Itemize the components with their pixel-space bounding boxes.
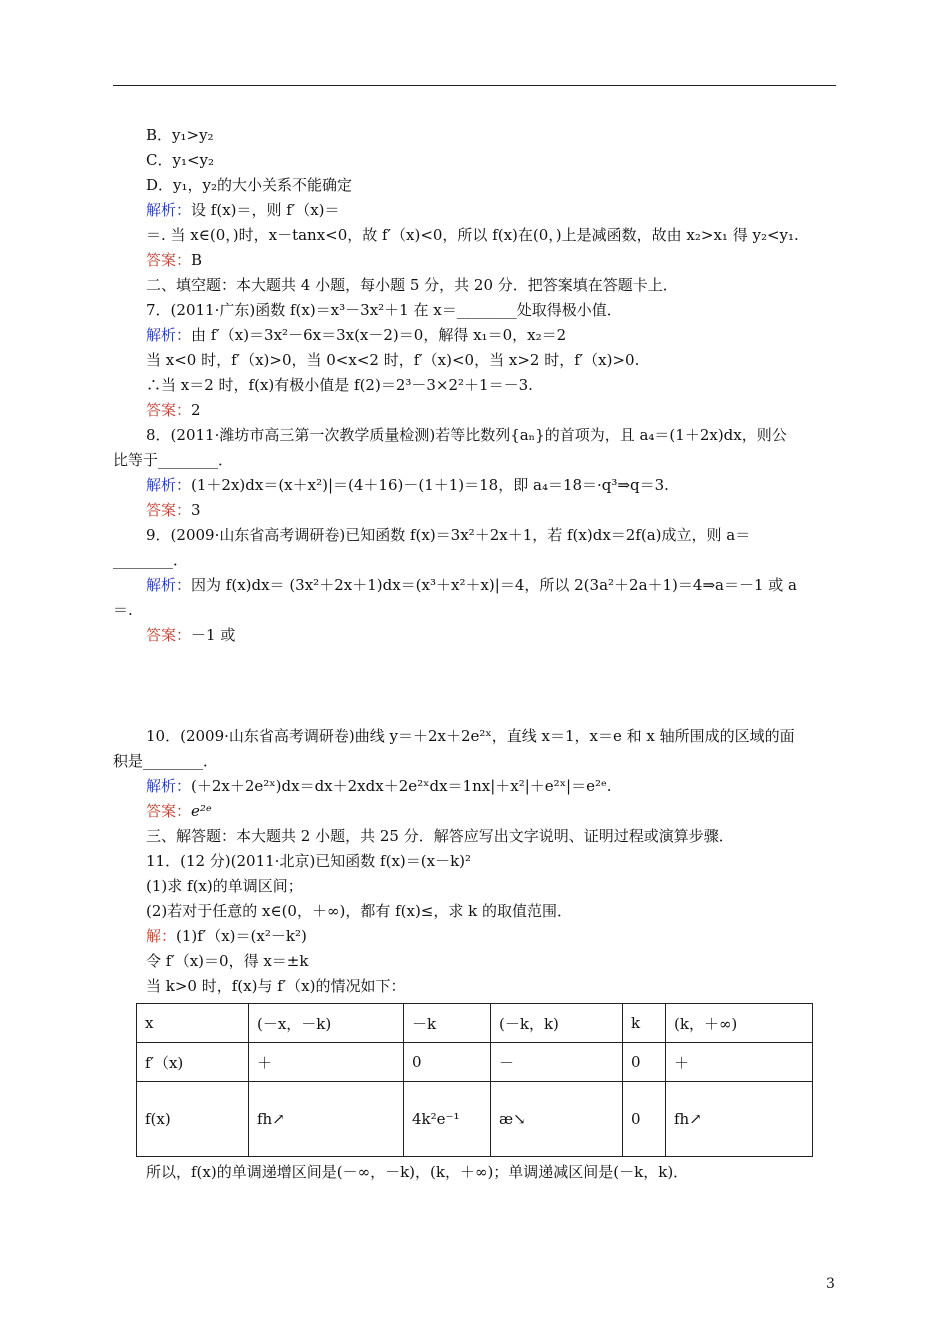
solution-text: (1＋2x)dx＝(x＋x²)|＝(4＋16)－(1＋1)＝18，即 a₄＝18＝·q³⇒q＝3. bbox=[191, 476, 669, 494]
answer-label: 答案： bbox=[146, 626, 192, 644]
option-c: C．y₁<y₂ bbox=[146, 151, 215, 169]
question-9: 9．(2009·山东省高考调研卷)已知函数 f(x)＝3x²＋2x＋1，若 f(x)dx＝2f(a)成立，则 a＝ bbox=[146, 526, 751, 544]
answer-line bbox=[146, 249, 202, 271]
sign-table bbox=[136, 1003, 813, 1157]
table-cell: ＋ bbox=[249, 1043, 404, 1082]
question-11-part2: (2)若对于任意的 x∈(0，＋∞)，都有 f(x)≤，求 k 的取值范围． bbox=[146, 902, 573, 920]
solution-line bbox=[146, 925, 307, 947]
solution-cont: ＝. 当 x∈(0，)时，x－tanx<0，故 f′（x)<0，所以 f(x)在(0，)上是减函数，故由 x₂>x₁ 得 y₂<y₁. bbox=[146, 226, 799, 244]
page-number: 3 bbox=[826, 1276, 835, 1292]
solution-line bbox=[146, 574, 797, 596]
table-cell: (－k，k) bbox=[491, 1004, 623, 1043]
conclusion: 所以，f(x)的单调递增区间是(－∞，－k)，(k，＋∞)；单调递减区间是(－k，k)． bbox=[146, 1163, 689, 1181]
solution-label: 解析： bbox=[146, 201, 192, 219]
table-cell: fh↗ bbox=[666, 1082, 813, 1157]
table-row bbox=[137, 1004, 813, 1043]
solution-text: 因为 f(x)dx＝ (3x²＋2x＋1)dx＝(x³＋x²＋x)|＝4，所以 2(3a²＋2a＋1)＝4⇒a＝－1 或 a bbox=[191, 576, 797, 594]
answer-line bbox=[146, 800, 212, 822]
solution-cont: 令 f′（x)＝0，得 x＝±k bbox=[146, 952, 309, 970]
table-cell: ＋ bbox=[666, 1043, 813, 1082]
solution-label: 解析： bbox=[146, 326, 192, 344]
table-cell: æ↘ bbox=[491, 1082, 623, 1157]
answer-text: B bbox=[191, 251, 203, 269]
solution-cont: 当 k>0 时，f(x)与 f′（x)的情况如下： bbox=[146, 977, 406, 995]
answer-line bbox=[146, 624, 235, 646]
answer-text: 2 bbox=[191, 401, 201, 419]
question-10-cont: 积是________． bbox=[113, 752, 219, 770]
header-rule bbox=[113, 85, 836, 86]
table-cell: 4k²e⁻¹ bbox=[404, 1082, 491, 1157]
answer-text: e²ᵉ bbox=[191, 802, 212, 820]
option-b: B．y₁>y₂ bbox=[146, 126, 214, 144]
section-heading: 二、填空题：本大题共 4 小题，每小题 5 分，共 20 分．把答案填在答题卡上． bbox=[146, 276, 678, 294]
question-9-cont: ________． bbox=[113, 551, 189, 569]
table-cell: k bbox=[623, 1004, 666, 1043]
solution-cont: ∴当 x＝2 时，f(x)有极小值是 f(2)＝2³－3×2²＋1＝－3. bbox=[146, 376, 533, 394]
answer-label: 答案： bbox=[146, 501, 192, 519]
table-cell: 0 bbox=[623, 1082, 666, 1157]
solution-cont: 当 x<0 时，f′（x)>0，当 0<x<2 时，f′（x)<0，当 x>2 时，f′（x)>0. bbox=[146, 351, 640, 369]
solution-label: 解析： bbox=[146, 576, 192, 594]
question-11: 11．(12 分)(2011·北京)已知函数 f(x)＝(x－k)² bbox=[146, 852, 472, 870]
table-row bbox=[137, 1082, 813, 1157]
table-cell: (k，＋∞) bbox=[666, 1004, 813, 1043]
question-7: 7．(2011·广东)函数 f(x)＝x³－3x²＋1 在 x＝________处取得极小值． bbox=[146, 301, 622, 319]
answer-text: －1 或 bbox=[191, 626, 236, 644]
solution-text: (1)f′（x)＝(x²－k²) bbox=[176, 927, 307, 945]
table-cell: fh↗ bbox=[249, 1082, 404, 1157]
table-cell: －k bbox=[404, 1004, 491, 1043]
solution-label: 解析： bbox=[146, 777, 192, 795]
solution-line bbox=[146, 474, 669, 496]
table-cell: x bbox=[137, 1004, 249, 1043]
solution-label: 解： bbox=[146, 927, 177, 945]
table-cell: － bbox=[491, 1043, 623, 1082]
question-8-cont: 比等于________． bbox=[113, 451, 234, 469]
question-11-part1: (1)求 f(x)的单调区间； bbox=[146, 877, 303, 895]
table-cell: f(x) bbox=[137, 1082, 249, 1157]
solution-label: 解析： bbox=[146, 476, 192, 494]
answer-line bbox=[146, 499, 201, 521]
answer-label: 答案： bbox=[146, 251, 192, 269]
solution-line bbox=[146, 775, 612, 797]
question-8: 8．(2011·潍坊市高三第一次教学质量检测)若等比数列{aₙ}的首项为，且 a₄＝(1＋2x)dx，则公 bbox=[146, 426, 787, 444]
table-cell: 0 bbox=[404, 1043, 491, 1082]
table-cell: f′（x) bbox=[137, 1043, 249, 1082]
section-heading: 三、解答题：本大题共 2 小题，共 25 分．解答应写出文字说明、证明过程或演算步骤． bbox=[146, 827, 734, 845]
table-cell: (－x，－k) bbox=[249, 1004, 404, 1043]
solution-line bbox=[146, 324, 566, 346]
solution-line bbox=[146, 199, 340, 221]
answer-label: 答案： bbox=[146, 802, 192, 820]
question-10: 10．(2009·山东省高考调研卷)曲线 y＝＋2x＋2e²ˣ，直线 x＝1，x＝e 和 x 轴所围成的区域的面 bbox=[146, 727, 795, 745]
answer-label: 答案： bbox=[146, 401, 192, 419]
solution-text: (＋2x＋2e²ˣ)dx＝dx＋2xdx＋2e²ˣdx＝1nx|＋x²|＋e²ˣ|＝e²ᵉ. bbox=[191, 777, 612, 795]
table-cell: 0 bbox=[623, 1043, 666, 1082]
option-d: D．y₁，y₂的大小关系不能确定 bbox=[146, 176, 353, 194]
solution-cont: ＝. bbox=[113, 601, 133, 619]
table-row bbox=[137, 1043, 813, 1082]
answer-line bbox=[146, 399, 201, 421]
solution-text: 由 f′（x)＝3x²－6x＝3x(x－2)＝0，解得 x₁＝0，x₂＝2 bbox=[191, 326, 567, 344]
solution-text: 设 f(x)＝，则 f′（x)＝ bbox=[191, 201, 340, 219]
answer-text: 3 bbox=[191, 501, 201, 519]
